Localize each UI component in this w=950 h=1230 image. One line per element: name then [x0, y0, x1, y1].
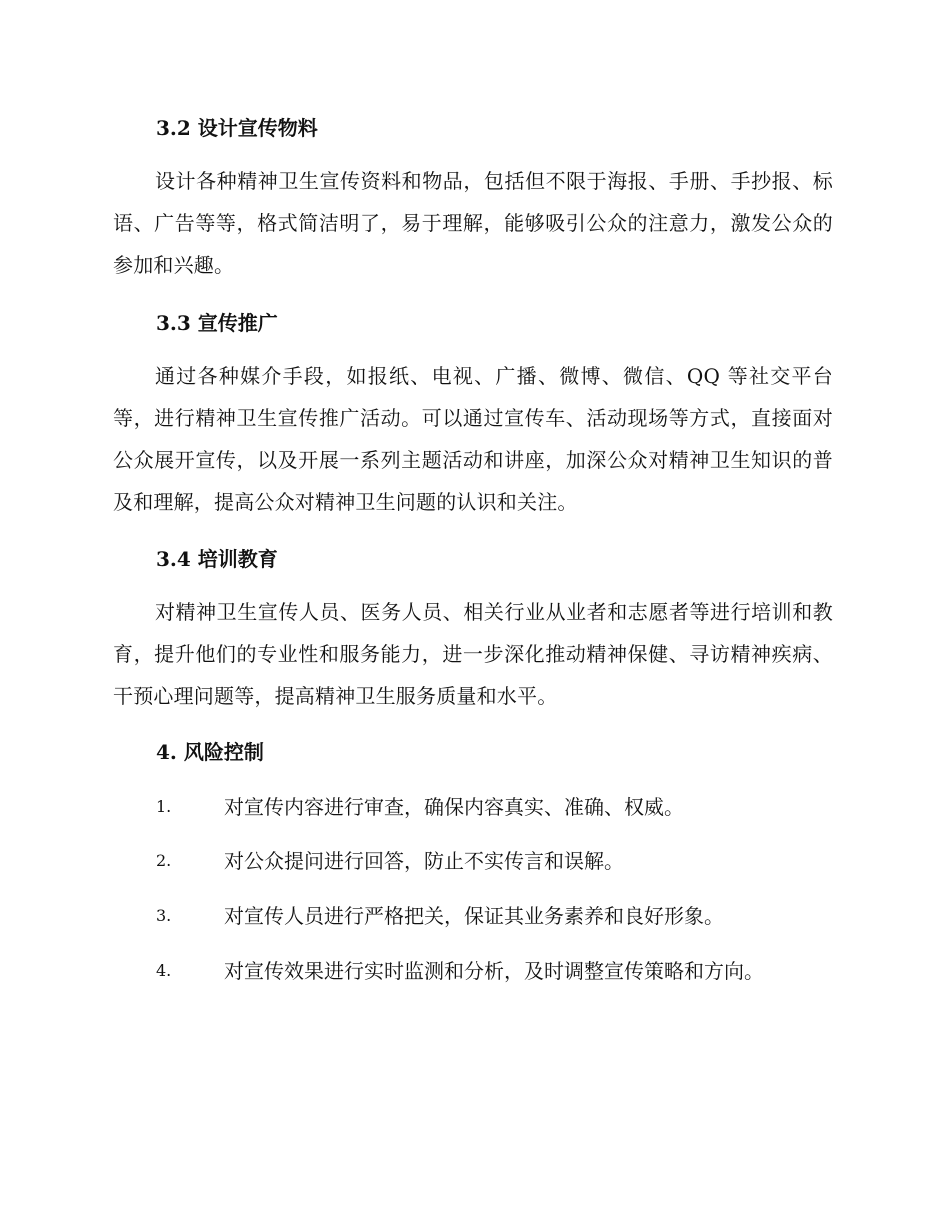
section-body-3-4: 对精神卫生宣传人员、医务人员、相关行业从业者和志愿者等进行培训和教育，提升他们的专业性和服务能力，进一步深化推动精神保健、寻访精神疾病、干预心理问题等，提高精神卫生服务质量和水平。	[113, 600, 833, 708]
list-item-number: 2.	[156, 851, 172, 870]
list-item	[156, 846, 836, 876]
list-item-text: 对宣传内容进行审查，确保内容真实、准确、权威。	[224, 795, 684, 819]
section-heading-3-4: 3.4 培训教育	[156, 547, 278, 571]
list-item-number: 3.	[156, 906, 172, 925]
list-item-text: 对公众提问进行回答，防止不实传言和误解。	[224, 849, 624, 873]
list-item-text: 对宣传效果进行实时监测和分析，及时调整宣传策略和方向。	[224, 959, 764, 983]
section-heading-3-3: 3.3 宣传推广	[156, 311, 278, 335]
list-item-text: 对宣传人员进行严格把关，保证其业务素养和良好形象。	[224, 904, 724, 928]
list-item-number: 4.	[156, 961, 172, 980]
section-heading-3-2: 3.2 设计宣传物料	[156, 116, 318, 140]
section-body-3-3: 通过各种媒介手段，如报纸、电视、广播、微博、微信、QQ 等社交平台等，进行精神卫生宣传推广活动。可以通过宣传车、活动现场等方式，直接面对公众展开宣传，以及开展一系列主题活动和讲座，加深公众对精神卫生知识的普及和理解，提高公众对精神卫生问题的认识和关注。	[113, 364, 833, 514]
section-body-3-2: 设计各种精神卫生宣传资料和物品，包括但不限于海报、手册、手抄报、标语、广告等等，格式简洁明了，易于理解，能够吸引公众的注意力，激发公众的参加和兴趣。	[113, 169, 833, 277]
list-item-number: 1.	[156, 797, 172, 816]
section-heading-4: 4. 风险控制	[156, 740, 264, 764]
list-item	[156, 901, 836, 931]
list-item	[156, 956, 836, 986]
list-item	[156, 792, 836, 822]
